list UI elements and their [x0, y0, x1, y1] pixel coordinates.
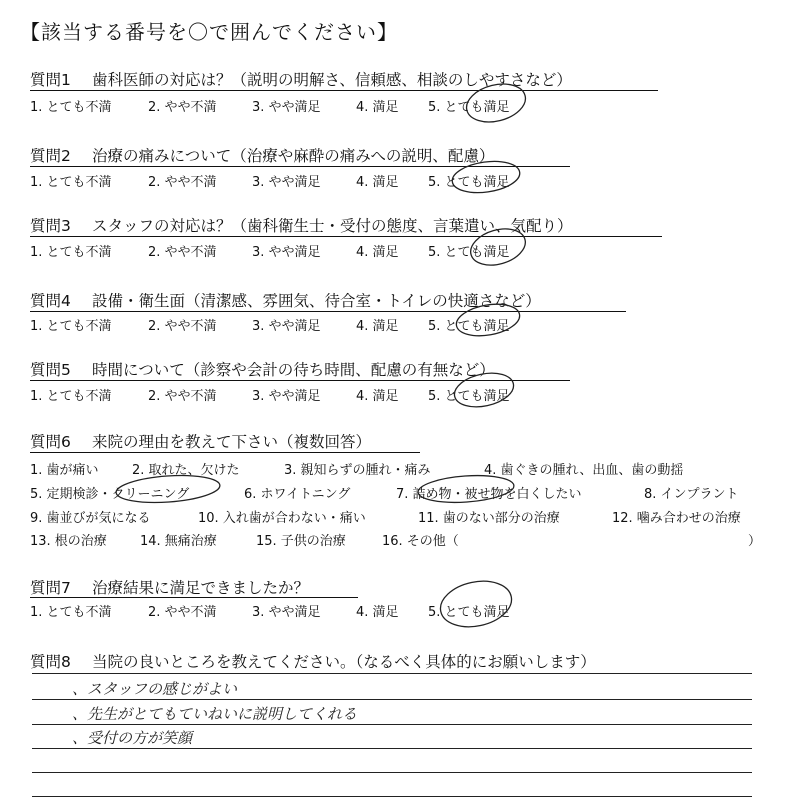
option-9[interactable]: 9. 歯並びが気になる — [30, 511, 151, 526]
option-3[interactable]: 3. やや満足 — [252, 319, 321, 334]
option-5[interactable]: 5. 定期検診・クリーニング — [30, 487, 190, 502]
pen-circle-q6-whitening — [417, 473, 515, 506]
question-text: 当院の良いところを教えてください。（なるべく具体的にお願いします） — [92, 653, 596, 671]
option-11[interactable]: 11. 歯のない部分の治療 — [418, 511, 560, 526]
option-3[interactable]: 3. やや満足 — [252, 389, 321, 404]
option-1[interactable]: 1. とても不満 — [30, 605, 112, 620]
question-text: 治療結果に満足できましたか？ — [92, 579, 310, 597]
handwritten-answer: 、スタッフの感じがよい — [72, 680, 238, 698]
question-number: 質問8 — [30, 653, 71, 671]
option-1[interactable]: 1. とても不満 — [30, 245, 112, 260]
option-4[interactable]: 4. 満足 — [356, 389, 399, 404]
option-4[interactable]: 4. 満足 — [356, 319, 399, 334]
option-5[interactable]: 5. とても満足 — [428, 319, 510, 334]
pen-circle-q4 — [454, 300, 522, 341]
question-number: 質問5 — [30, 361, 71, 379]
option-5[interactable]: 5. とても満足 — [428, 245, 510, 260]
option-15[interactable]: 15. 子供の治療 — [256, 534, 346, 549]
question-text: 治療の痛みについて（治療や麻酔の痛みへの説明、配慮） — [92, 147, 495, 165]
option-5[interactable]: 5. とても満足 — [428, 605, 510, 620]
option-4[interactable]: 4. 歯ぐきの腫れ、出血、歯の動揺 — [484, 463, 684, 478]
pen-circle-q5 — [451, 368, 516, 412]
question-text: 歯科医師の対応は？（説明の明解さ、信頼感、相談のしやすさなど） — [92, 71, 572, 89]
option-5[interactable]: 5. とても満足 — [428, 175, 510, 190]
pen-circle-q2 — [450, 157, 522, 196]
option-5[interactable]: 5. とても満足 — [428, 100, 510, 115]
question-text: 来院の理由を教えて下さい（複数回答） — [92, 433, 372, 451]
option-12[interactable]: 12. 噛み合わせの治療 — [612, 511, 741, 526]
option-3[interactable]: 3. やや満足 — [252, 605, 321, 620]
option-4[interactable]: 4. 満足 — [356, 100, 399, 115]
option-3[interactable]: 3. やや満足 — [252, 100, 321, 115]
question-number: 質問3 — [30, 217, 71, 235]
question-text: 時間について（診察や会計の待ち時間、配慮の有無など） — [92, 361, 495, 379]
option-1[interactable]: 1. とても不満 — [30, 389, 112, 404]
pen-circle-q6-cleaning — [115, 472, 221, 505]
option-1[interactable]: 1. 歯が痛い — [30, 463, 99, 478]
option-16[interactable]: 16. その他（ — [382, 534, 459, 549]
option-6[interactable]: 6. ホワイトニング — [244, 487, 351, 502]
question-number: 質問4 — [30, 292, 71, 310]
option-3[interactable]: 3. やや満足 — [252, 175, 321, 190]
option-2[interactable]: 2. やや不満 — [148, 605, 217, 620]
option-10[interactable]: 10. 入れ歯が合わない・痛い — [198, 511, 366, 526]
option-14[interactable]: 14. 無痛治療 — [140, 534, 217, 549]
option-2[interactable]: 2. 取れた、欠けた — [132, 463, 240, 478]
option-2[interactable]: 2. やや不満 — [148, 245, 217, 260]
pen-circle-q3 — [466, 223, 529, 271]
page-heading: 【該当する番号を〇で囲んでください】 — [20, 20, 398, 44]
option-16-close-paren: ） — [748, 534, 762, 549]
pen-circle-q7 — [436, 575, 516, 633]
option-4[interactable]: 4. 満足 — [356, 605, 399, 620]
option-2[interactable]: 2. やや不満 — [148, 319, 217, 334]
option-3[interactable]: 3. 親知らずの腫れ・痛み — [284, 463, 431, 478]
option-1[interactable]: 1. とても不満 — [30, 175, 112, 190]
option-2[interactable]: 2. やや不満 — [148, 389, 217, 404]
option-3[interactable]: 3. やや満足 — [252, 245, 321, 260]
option-5[interactable]: 5. とても満足 — [428, 389, 510, 404]
question-text: スタッフの対応は？（歯科衛生士・受付の態度、言葉遣い、気配り） — [92, 217, 573, 235]
option-2[interactable]: 2. やや不満 — [148, 175, 217, 190]
option-8[interactable]: 8. インプラント — [644, 487, 739, 502]
option-7[interactable]: 7. 詰め物・被せ物を白くしたい — [396, 487, 582, 502]
option-4[interactable]: 4. 満足 — [356, 175, 399, 190]
question-text: 設備・衛生面（清潔感、雰囲気、待合室・トイレの快適さなど） — [92, 292, 541, 310]
question-number: 質問7 — [30, 579, 71, 597]
question-number: 質問1 — [30, 71, 71, 89]
option-4[interactable]: 4. 満足 — [356, 245, 399, 260]
question-number: 質問2 — [30, 147, 71, 165]
option-13[interactable]: 13. 根の治療 — [30, 534, 107, 549]
handwritten-answer: 、受付の方が笑顔 — [72, 729, 193, 747]
option-1[interactable]: 1. とても不満 — [30, 100, 112, 115]
option-2[interactable]: 2. やや不満 — [148, 100, 217, 115]
question-number: 質問6 — [30, 433, 71, 451]
option-1[interactable]: 1. とても不満 — [30, 319, 112, 334]
handwritten-answer: 、先生がとてもていねいに説明してくれる — [72, 705, 358, 723]
pen-circle-q1 — [463, 78, 530, 127]
